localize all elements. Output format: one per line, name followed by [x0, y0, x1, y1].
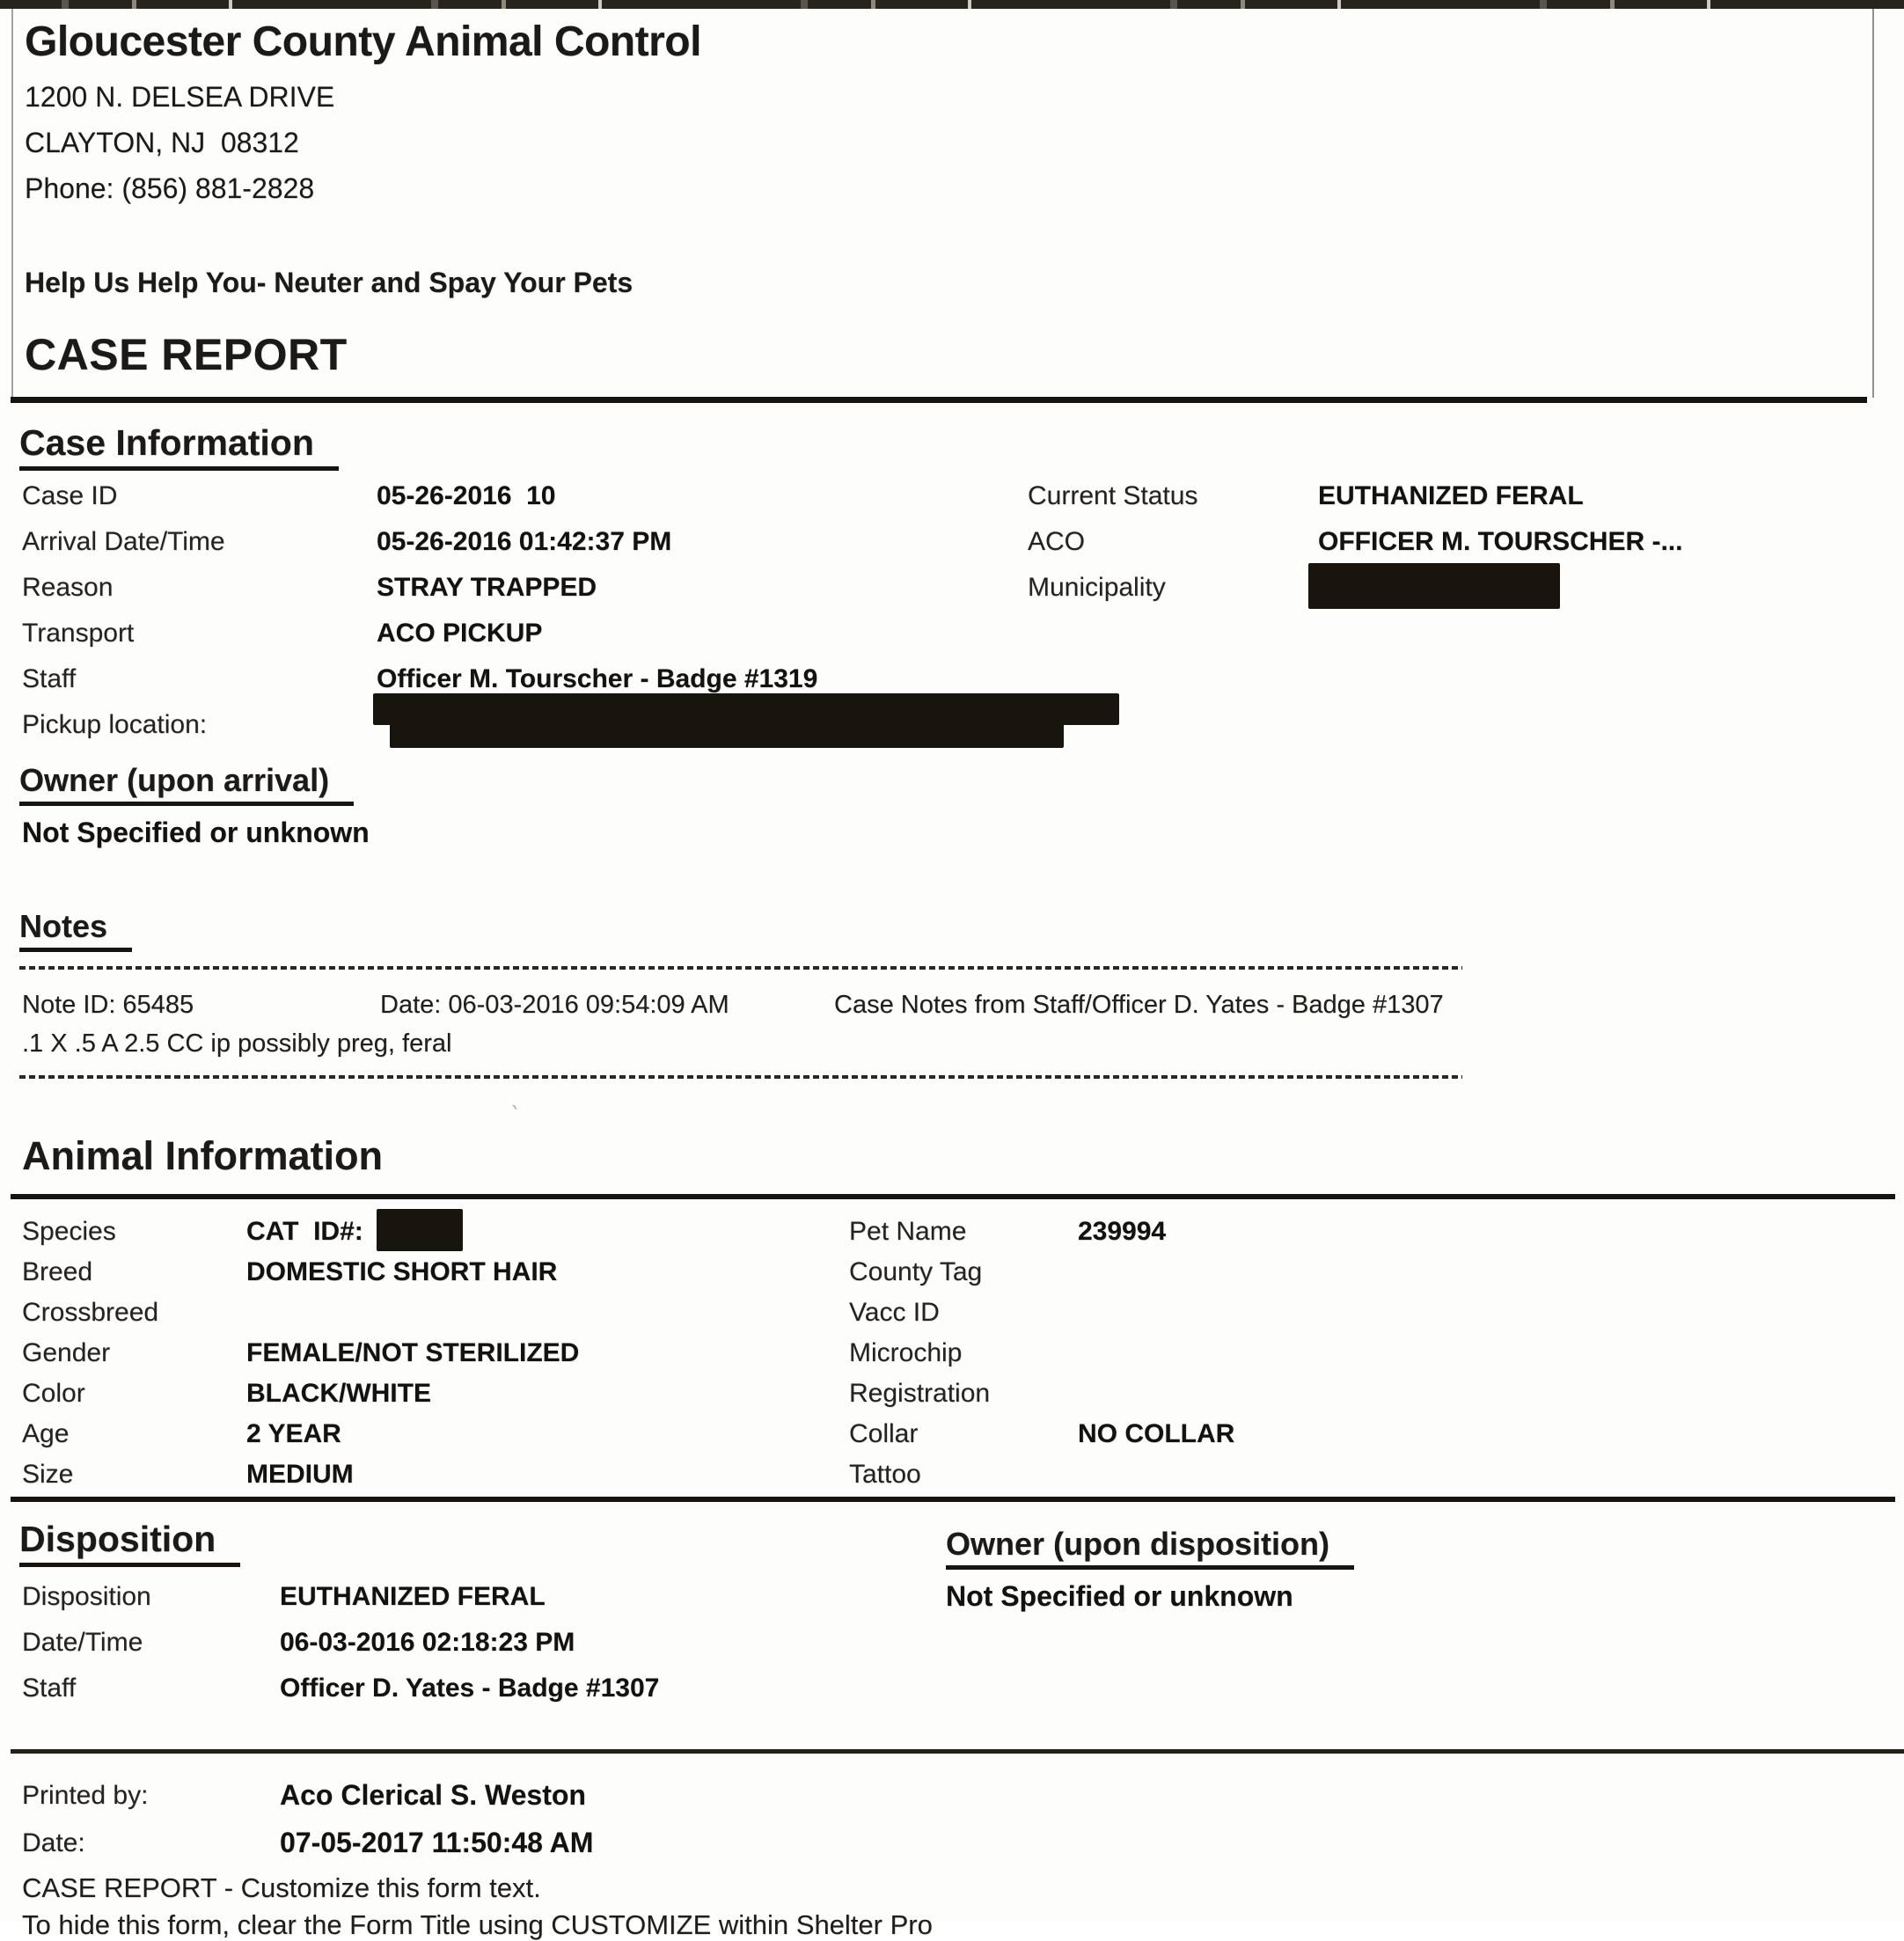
field-label: Date/Time	[22, 1628, 143, 1657]
owner-disposition-value: Not Specified or unknown	[946, 1580, 1293, 1612]
org-address-line2: CLAYTON, NJ 08312	[25, 127, 299, 158]
field-value: CAT ID#:	[246, 1217, 363, 1246]
redaction-bar-pickup-location	[373, 693, 1119, 725]
printed-by-label: Printed by:	[22, 1781, 149, 1810]
field-label: Arrival Date/Time	[22, 527, 225, 556]
scan-edge-artifact	[0, 0, 1904, 9]
field-value: 239994	[1078, 1217, 1167, 1246]
report-title: CASE REPORT	[25, 330, 348, 379]
notes-divider-bottom	[19, 1075, 1462, 1079]
field-value: 06-03-2016 02:18:23 PM	[280, 1628, 575, 1657]
field-label: Reason	[22, 573, 114, 602]
section-heading-case-information: Case Information	[19, 422, 339, 471]
field-value: NO COLLAR	[1078, 1419, 1235, 1448]
section-heading-disposition: Disposition	[19, 1519, 240, 1567]
field-label: Size	[22, 1460, 74, 1489]
animal-information-rule	[11, 1194, 1895, 1199]
field-value: EUTHANIZED FERAL	[1318, 481, 1584, 510]
org-tagline: Help Us Help You- Neuter and Spay Your Pets	[25, 267, 633, 298]
field-value: ACO PICKUP	[377, 619, 543, 648]
field-value: MEDIUM	[246, 1460, 354, 1489]
owner-arrival-value: Not Specified or unknown	[22, 817, 370, 848]
field-label: Pet Name	[849, 1217, 967, 1246]
field-label: Crossbreed	[22, 1298, 159, 1327]
field-value: DOMESTIC SHORT HAIR	[246, 1257, 558, 1286]
field-label: Collar	[849, 1419, 919, 1448]
redaction-bar-animal-id	[377, 1209, 463, 1251]
section-heading-animal-information: Animal Information	[22, 1133, 384, 1178]
note-date: Date: 06-03-2016 09:54:09 AM	[380, 991, 729, 1019]
form-note-line1: CASE REPORT - Customize this form text.	[22, 1872, 541, 1903]
field-label: ACO	[1028, 527, 1086, 556]
field-value: EUTHANIZED FERAL	[280, 1582, 546, 1611]
org-phone: Phone: (856) 881-2828	[25, 172, 315, 204]
field-label: Tattoo	[849, 1460, 921, 1489]
header-box-left-border	[11, 9, 13, 398]
section-heading-owner-arrival: Owner (upon arrival)	[19, 762, 354, 806]
print-date-value: 07-05-2017 11:50:48 AM	[280, 1827, 594, 1858]
field-label: Current Status	[1028, 481, 1198, 510]
field-label: Vacc ID	[849, 1298, 940, 1327]
field-value: 2 YEAR	[246, 1419, 341, 1448]
section-heading-owner-disposition: Owner (upon disposition)	[946, 1526, 1354, 1570]
header-box-right-border	[1872, 9, 1874, 398]
field-value: 05-26-2016 10	[377, 481, 556, 510]
redaction-bar-pickup-location-2	[390, 721, 1064, 748]
redaction-bar-municipality	[1308, 563, 1560, 609]
scan-smudge-artifact: `	[505, 1101, 521, 1132]
animal-information-bottom-rule	[11, 1497, 1895, 1502]
field-value: 05-26-2016 01:42:37 PM	[377, 527, 672, 556]
org-title: Gloucester County Animal Control	[25, 18, 701, 65]
field-label: Registration	[849, 1379, 991, 1408]
field-label: Staff	[22, 1674, 77, 1703]
field-label: Color	[22, 1379, 85, 1408]
field-value: OFFICER M. TOURSCHER -...	[1318, 527, 1683, 556]
field-label: Microchip	[849, 1338, 963, 1367]
org-address-line1: 1200 N. DELSEA DRIVE	[25, 81, 335, 113]
field-label: Transport	[22, 619, 135, 648]
field-label: Staff	[22, 664, 77, 693]
field-value: STRAY TRAPPED	[377, 573, 597, 602]
field-value: Officer D. Yates - Badge #1307	[280, 1674, 660, 1703]
field-label: Breed	[22, 1257, 93, 1286]
notes-divider-top	[19, 966, 1462, 970]
footer-rule	[11, 1749, 1904, 1754]
field-label: County Tag	[849, 1257, 983, 1286]
field-label: Age	[22, 1419, 70, 1448]
field-label: Case ID	[22, 481, 118, 510]
field-label: Pickup location:	[22, 710, 208, 739]
field-value: BLACK/WHITE	[246, 1379, 431, 1408]
printed-by-value: Aco Clerical S. Weston	[280, 1779, 586, 1811]
section-heading-notes: Notes	[19, 908, 132, 952]
field-label: Gender	[22, 1338, 111, 1367]
print-date-label: Date:	[22, 1828, 85, 1857]
note-source: Case Notes from Staff/Officer D. Yates - Badge #1307	[834, 991, 1444, 1019]
header-bottom-rule	[11, 397, 1867, 403]
field-value: FEMALE/NOT STERILIZED	[246, 1338, 580, 1367]
field-label: Species	[22, 1217, 116, 1246]
field-label: Disposition	[22, 1582, 151, 1611]
field-value: Officer M. Tourscher - Badge #1319	[377, 664, 818, 693]
note-body: .1 X .5 A 2.5 CC ip possibly preg, feral	[22, 1029, 452, 1058]
form-note-line2: To hide this form, clear the Form Title using CUSTOMIZE within Shelter Pro	[22, 1909, 933, 1940]
note-id: Note ID: 65485	[22, 991, 194, 1019]
field-label: Municipality	[1028, 573, 1166, 602]
